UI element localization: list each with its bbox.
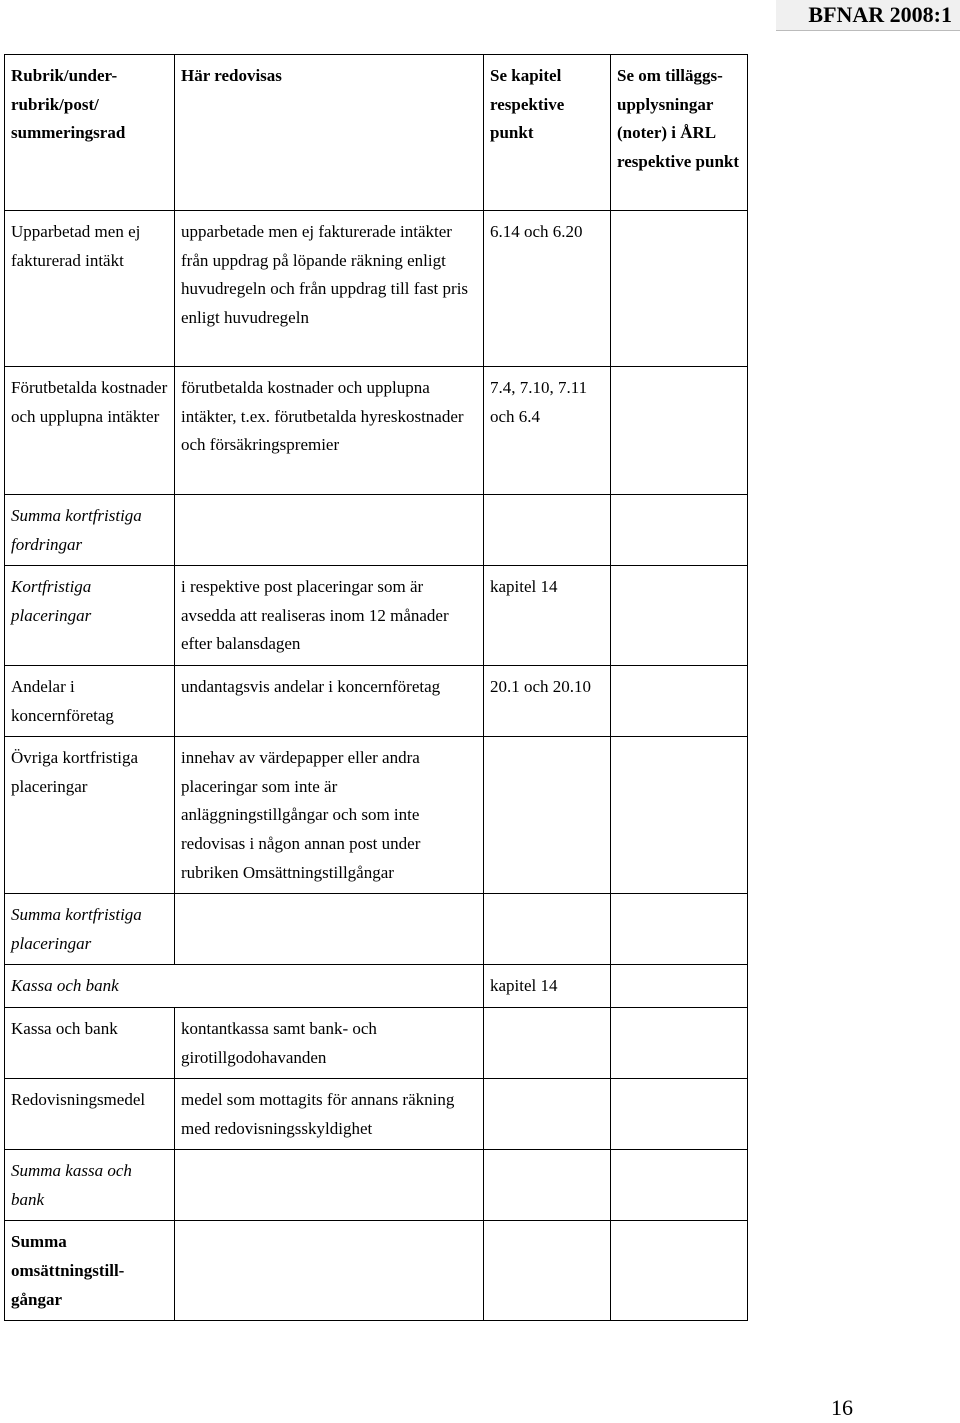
row-note-ref bbox=[611, 367, 748, 495]
row-heading: Förutbetalda kostnader och upplupna intäkter bbox=[5, 367, 175, 495]
row-heading: Summa kassa och bank bbox=[5, 1150, 175, 1221]
row-heading: Summa kortfristiga placeringar bbox=[5, 894, 175, 965]
row-description bbox=[175, 894, 484, 965]
row-heading: Kortfristiga placeringar bbox=[5, 566, 175, 666]
column-header-heading: Rubrik/under-rubrik/post/ summeringsrad bbox=[5, 55, 175, 211]
table-row bbox=[5, 495, 748, 566]
row-note-ref bbox=[611, 1150, 748, 1221]
row-chapter-ref: 7.4, 7.10, 7.11 och 6.4 bbox=[484, 367, 611, 495]
row-note-ref bbox=[611, 1221, 748, 1321]
row-note-ref bbox=[611, 566, 748, 666]
row-description: kontantkassa samt bank- och girotillgodohavanden bbox=[175, 1007, 484, 1078]
column-header-reported-here: Här redovisas bbox=[175, 55, 484, 211]
row-heading: Redovisningsmedel bbox=[5, 1079, 175, 1150]
column-header-chapter: Se kapitel respektive punkt bbox=[484, 55, 611, 211]
row-heading: Övriga kortfristiga placeringar bbox=[5, 737, 175, 894]
row-chapter-ref bbox=[484, 495, 611, 566]
row-chapter-ref bbox=[484, 894, 611, 965]
table-header-row bbox=[5, 55, 748, 211]
table-row bbox=[5, 1221, 748, 1321]
row-chapter-ref bbox=[484, 1221, 611, 1321]
page-number: 16 bbox=[831, 1395, 853, 1420]
table-row bbox=[5, 367, 748, 495]
table-row bbox=[5, 894, 748, 965]
row-heading: Summa omsättningstill-gångar bbox=[5, 1221, 175, 1321]
row-chapter-ref bbox=[484, 1007, 611, 1078]
row-description: förutbetalda kostnader och upplupna intäkter, t.ex. förutbetalda hyreskostnader och försäkringspremier bbox=[175, 367, 484, 495]
row-chapter-ref bbox=[484, 1150, 611, 1221]
row-heading: Kassa och bank bbox=[5, 1007, 175, 1078]
row-note-ref bbox=[611, 665, 748, 736]
table-row bbox=[5, 1150, 748, 1221]
row-chapter-ref: kapitel 14 bbox=[484, 965, 611, 1008]
row-note-ref bbox=[611, 1079, 748, 1150]
row-description: medel som mottagits för annans räkning med redovisningsskyldighet bbox=[175, 1079, 484, 1150]
row-description bbox=[175, 1221, 484, 1321]
row-chapter-ref: 6.14 och 6.20 bbox=[484, 211, 611, 367]
row-heading: Summa kortfristiga fordringar bbox=[5, 495, 175, 566]
row-chapter-ref: 20.1 och 20.10 bbox=[484, 665, 611, 736]
table-row bbox=[5, 737, 748, 894]
row-note-ref bbox=[611, 1007, 748, 1078]
row-note-ref bbox=[611, 495, 748, 566]
row-description bbox=[175, 495, 484, 566]
row-chapter-ref: kapitel 14 bbox=[484, 566, 611, 666]
row-heading: Andelar i koncernföretag bbox=[5, 665, 175, 736]
balance-sheet-table bbox=[4, 54, 748, 1321]
document-id: BFNAR 2008:1 bbox=[808, 2, 952, 27]
row-description: innehav av värdepapper eller andra placeringar som inte är anläggningstillgångar och som inte redovisas i någon annan post under rubriken Omsättningstillgångar bbox=[175, 737, 484, 894]
section-heading: Kassa och bank bbox=[5, 965, 484, 1008]
row-note-ref bbox=[611, 894, 748, 965]
page-header bbox=[776, 0, 960, 31]
row-description bbox=[175, 1150, 484, 1221]
row-note-ref bbox=[611, 965, 748, 1008]
table-section-row bbox=[5, 965, 748, 1008]
table-row bbox=[5, 1079, 748, 1150]
table-row bbox=[5, 211, 748, 367]
row-chapter-ref bbox=[484, 1079, 611, 1150]
table-row bbox=[5, 665, 748, 736]
row-description: upparbetade men ej fakturerade intäkter från uppdrag på löpande räkning enligt huvudregeln och från uppdrag till fast pris enligt huvudregeln bbox=[175, 211, 484, 367]
table-row bbox=[5, 566, 748, 666]
row-description: i respektive post placeringar som är avsedda att realiseras inom 12 månader efter balansdagen bbox=[175, 566, 484, 666]
row-description: undantagsvis andelar i koncernföretag bbox=[175, 665, 484, 736]
row-heading: Upparbetad men ej fakturerad intäkt bbox=[5, 211, 175, 367]
column-header-notes: Se om tilläggs-upplysningar (noter) i ÅRL respektive punkt bbox=[611, 55, 748, 211]
row-note-ref bbox=[611, 211, 748, 367]
row-note-ref bbox=[611, 737, 748, 894]
table-row bbox=[5, 1007, 748, 1078]
row-chapter-ref bbox=[484, 737, 611, 894]
